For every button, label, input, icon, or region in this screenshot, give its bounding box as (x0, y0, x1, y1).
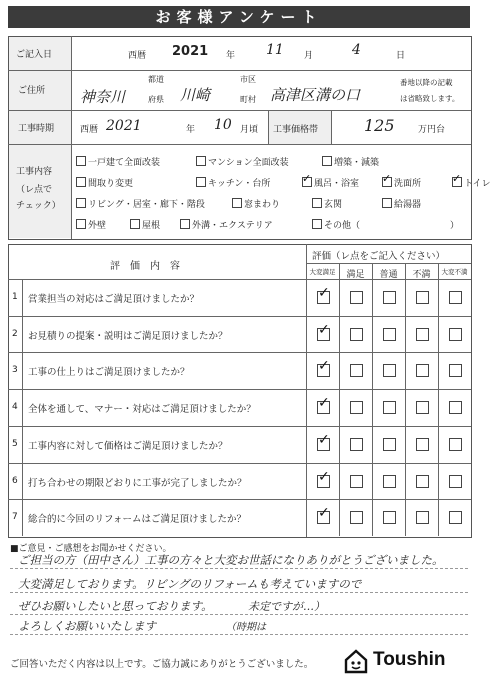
date-label: ご記入日 (16, 50, 53, 60)
rating-checkbox[interactable] (449, 438, 462, 451)
work-item[interactable] (130, 218, 160, 231)
work-item-label: 増築・減築 (334, 158, 380, 168)
work-item[interactable] (312, 197, 342, 210)
date-day: 4 (352, 42, 361, 58)
work-item[interactable] (382, 176, 421, 189)
work-item-checkbox[interactable] (76, 177, 86, 187)
rating-checkbox[interactable] (350, 364, 363, 377)
work-item[interactable] (322, 155, 379, 168)
question-text: 工事の仕上りはご満足頂けましたか？ (28, 367, 190, 379)
ward-type-bottom: 町村 (240, 95, 256, 104)
work-item-checkbox[interactable] (302, 177, 312, 187)
work-item[interactable] (196, 176, 270, 189)
work-item-label: 給湯器 (394, 200, 422, 210)
work-item-label: トイレ (464, 179, 491, 189)
rating-checkbox[interactable] (383, 401, 396, 414)
rating-checkbox[interactable] (317, 401, 330, 414)
question-number: 5 (12, 438, 18, 449)
pref-type-bottom: 府県 (148, 95, 164, 104)
period-year-unit: 年 (186, 125, 196, 135)
comments-label: ■ご意見・ご感想をお聞かせください。 (10, 544, 172, 554)
address-note-2: は省略致します。 (400, 94, 460, 103)
period-month-unit: 月頃 (240, 125, 259, 135)
month-unit: 月 (304, 51, 314, 61)
rating-checkbox[interactable] (350, 438, 363, 451)
rating-scale-label: 満足 (346, 270, 365, 280)
rating-checkbox[interactable] (350, 291, 363, 304)
year-unit: 年 (226, 51, 236, 61)
comment-line-3: ぜひお願いしたいと思っております。 (18, 599, 213, 613)
rating-checkbox[interactable] (383, 475, 396, 488)
rating-checkbox[interactable] (350, 401, 363, 414)
work-item-label: 洗面所 (394, 179, 422, 189)
question-number: 2 (12, 328, 18, 339)
rating-checkbox[interactable] (317, 364, 330, 377)
question-text: 総合的に今回のリフォームはご満足頂けましたか？ (28, 514, 247, 526)
question-number: 6 (12, 475, 18, 486)
rating-checkbox[interactable] (416, 401, 429, 414)
rating-scale-label: 不満 (412, 270, 431, 280)
rating-checkbox[interactable] (416, 475, 429, 488)
rating-checkbox[interactable] (383, 364, 396, 377)
rating-checkbox[interactable] (317, 475, 330, 488)
rating-checkbox[interactable] (317, 291, 330, 304)
rating-checkbox[interactable] (416, 364, 429, 377)
rating-scale-label: 大変満足 (309, 268, 336, 276)
period-month: 10 (214, 117, 232, 133)
period-year: 2021 (106, 118, 142, 134)
comment-line-1: ご担当の方（田中さん）工事の方々と大変お世話になりありがとうございました。 (18, 553, 444, 567)
work-item-checkbox[interactable] (76, 156, 86, 166)
work-item-label: 窓まわり (244, 200, 281, 210)
rating-checkbox[interactable] (449, 291, 462, 304)
work-item[interactable] (76, 176, 133, 189)
work-item[interactable] (312, 218, 459, 231)
content-note-2: チェック） (16, 201, 61, 211)
work-item-label: キッチン・台所 (208, 179, 271, 189)
work-item[interactable] (232, 197, 280, 210)
work-item-label: 外壁 (88, 221, 107, 231)
comment-line-4: よろしくお願いいたします (18, 619, 156, 633)
comment-insert-note-2: （時期は (226, 622, 266, 633)
period-era: 西暦 (80, 125, 99, 135)
date-era: 西暦 (128, 51, 147, 61)
rating-checkbox[interactable] (416, 291, 429, 304)
work-item-checkbox[interactable] (312, 219, 322, 229)
work-item-checkbox[interactable] (130, 219, 140, 229)
work-item-checkbox[interactable] (76, 198, 86, 208)
question-text: 全体を通して、マナー・対応はご満足頂けましたか？ (28, 404, 256, 416)
footer-text: ご回答いただく内容は以上です。ご協力誠にありがとうございました。 (10, 659, 314, 670)
evaluation-table (8, 244, 472, 538)
rating-checkbox[interactable] (350, 475, 363, 488)
work-item[interactable] (76, 197, 205, 210)
work-item[interactable] (76, 218, 106, 231)
address-label: ご住所 (18, 86, 46, 96)
work-item-checkbox[interactable] (322, 156, 332, 166)
rating-scale-label: 普通 (379, 270, 398, 280)
work-item-label: 一戸建て全面改装 (88, 158, 161, 168)
address-town: 高津区溝の口 (270, 86, 361, 104)
question-number: 7 (12, 512, 18, 523)
rating-checkbox[interactable] (416, 438, 429, 451)
work-item-label: リビング・居室・廊下・階段 (88, 200, 205, 210)
work-item-checkbox[interactable] (312, 198, 322, 208)
ward-type-top: 市区 (240, 75, 256, 84)
pref-type-top: 都道 (148, 75, 164, 84)
work-item[interactable] (180, 218, 273, 231)
date-year: 2021 (172, 44, 209, 59)
work-item-label: 風呂・浴室 (314, 179, 360, 189)
rating-checkbox[interactable] (317, 438, 330, 451)
rating-checkbox[interactable] (383, 511, 396, 524)
work-item-checkbox[interactable] (76, 219, 86, 229)
rating-scale-label: 大変不満 (441, 268, 468, 276)
rating-checkbox[interactable] (449, 328, 462, 341)
work-item[interactable] (76, 155, 160, 168)
address-note-1: 番地以降の記載 (400, 78, 453, 87)
work-item-checkbox[interactable] (196, 156, 206, 166)
rating-checkbox[interactable] (416, 328, 429, 341)
rating-checkbox[interactable] (350, 511, 363, 524)
comment-insert-note: 未定ですが…） (248, 600, 325, 613)
work-item-label: 屋根 (142, 221, 161, 231)
question-text: 工事内容に対して価格はご満足頂けましたか？ (28, 440, 228, 452)
work-item-label: その他（ (324, 221, 361, 231)
other-close: ） (450, 221, 460, 231)
eval-header: 評 価 内 容 (110, 261, 180, 272)
price-unit: 万円台 (418, 125, 446, 135)
work-item-checkbox[interactable] (232, 198, 242, 208)
survey-title: お客様アンケート (8, 6, 470, 28)
address-city: 川崎 (180, 86, 211, 104)
rating-checkbox[interactable] (383, 291, 396, 304)
work-item[interactable] (302, 176, 359, 189)
work-item-checkbox[interactable] (382, 198, 392, 208)
work-item-list (76, 151, 491, 235)
work-item-checkbox[interactable] (196, 177, 206, 187)
content-note-1: （レ点で (16, 185, 53, 195)
question-text: 打ち合わせの期限どおりに工事が完了しましたか？ (28, 477, 247, 489)
question-number: 3 (12, 365, 18, 376)
price-label: 工事価格帯 (273, 125, 319, 135)
date-month: 11 (266, 42, 284, 58)
work-item-checkbox[interactable] (382, 177, 392, 187)
brand-name: Toushin (373, 649, 446, 670)
question-number: 4 (12, 402, 18, 413)
question-text: お見積りの提案・説明はご満足頂けましたか？ (28, 330, 228, 342)
content-label: 工事内容 (16, 167, 53, 177)
work-item[interactable] (196, 155, 289, 168)
day-unit: 日 (396, 51, 406, 61)
rating-checkbox[interactable] (449, 401, 462, 414)
rating-checkbox[interactable] (383, 438, 396, 451)
question-text: 営業担当の対応はご満足頂けましたか？ (28, 294, 200, 305)
brand-logo (343, 648, 468, 674)
work-item-label: 外溝・エクステリア (192, 221, 273, 231)
house-logo-icon (343, 648, 369, 674)
comment-line-2: 大変満足しております。リビングのリフォームも考えていますので (18, 577, 362, 591)
rating-checkbox[interactable] (350, 328, 363, 341)
period-label: 工事時期 (18, 124, 55, 134)
rating-checkbox[interactable] (383, 328, 396, 341)
address-prefecture: 神奈川 (80, 88, 126, 106)
work-item[interactable] (382, 197, 421, 210)
work-item[interactable] (452, 176, 491, 189)
work-item-checkbox[interactable] (180, 219, 190, 229)
work-item-label: 玄関 (324, 200, 343, 210)
rating-checkbox[interactable] (449, 364, 462, 377)
rating-header: 評価（レ点をご記入ください） (312, 251, 446, 262)
work-item-label: 間取り変更 (88, 179, 134, 189)
work-item-checkbox[interactable] (452, 177, 462, 187)
work-item-label: マンション全面改装 (208, 158, 289, 168)
question-number: 1 (12, 292, 18, 302)
rating-checkbox[interactable] (416, 511, 429, 524)
rating-checkbox[interactable] (449, 511, 462, 524)
price-value: 125 (364, 116, 395, 135)
rating-checkbox[interactable] (317, 511, 330, 524)
rating-checkbox[interactable] (449, 475, 462, 488)
rating-checkbox[interactable] (317, 328, 330, 341)
